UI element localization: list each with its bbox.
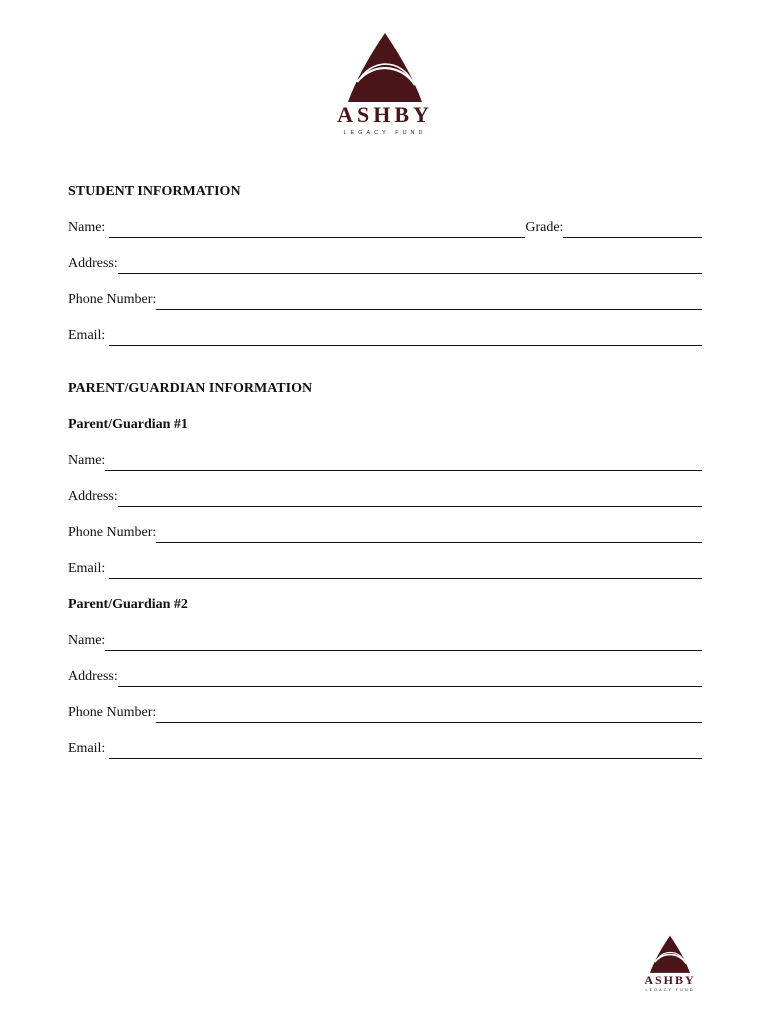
guardian1-name-row xyxy=(68,451,702,471)
student-name-field-ext[interactable] xyxy=(379,223,525,238)
student-phone-label: Phone Number: xyxy=(68,292,157,307)
guardian2-email-row xyxy=(68,739,702,759)
guardian1-title: Parent/Guardian #1 xyxy=(68,417,188,432)
brand-tagline-small: LEGACY FUND xyxy=(645,988,695,992)
ashby-arch-icon-small xyxy=(648,934,692,974)
guardian2-phone-field[interactable] xyxy=(156,708,702,723)
guardian2-address-row xyxy=(68,667,702,687)
student-grade-field[interactable] xyxy=(563,223,702,238)
guardian2-email-label: Email: xyxy=(68,741,106,756)
guardian1-email-field[interactable] xyxy=(109,564,702,579)
application-form xyxy=(68,182,702,759)
parent-section-title: PARENT/GUARDIAN INFORMATION xyxy=(68,381,313,396)
guardian1-name-label: Name: xyxy=(68,453,106,468)
brand-name: ASHBY xyxy=(337,102,433,127)
guardian2-name-field[interactable] xyxy=(105,636,702,651)
guardian2-title: Parent/Guardian #2 xyxy=(68,597,188,612)
guardian1-phone-label: Phone Number: xyxy=(68,525,157,540)
student-email-label: Email: xyxy=(68,328,106,343)
brand-tagline: LEGACY FUND xyxy=(343,130,427,136)
ashby-arch-icon xyxy=(345,30,425,104)
guardian2-phone-label: Phone Number: xyxy=(68,705,157,720)
student-name-label: Name: xyxy=(68,220,106,235)
guardian1-email-row xyxy=(68,559,702,579)
student-address-field[interactable] xyxy=(118,259,702,274)
guardian2-phone-row xyxy=(68,703,702,723)
guardian2-address-label: Address: xyxy=(68,669,118,684)
guardian2-email-field[interactable] xyxy=(109,744,702,759)
student-address-row xyxy=(68,254,702,274)
guardian1-name-field[interactable] xyxy=(105,456,702,471)
guardian1-phone-field[interactable] xyxy=(156,528,702,543)
guardian1-email-label: Email: xyxy=(68,561,106,576)
guardian1-address-field[interactable] xyxy=(118,492,702,507)
guardian2-name-label: Name: xyxy=(68,633,106,648)
brand-name-small: ASHBY xyxy=(644,973,696,987)
student-section-title: STUDENT INFORMATION xyxy=(68,184,241,199)
student-grade-label: Grade: xyxy=(525,220,564,235)
guardian1-phone-row xyxy=(68,523,702,543)
guardian2-address-field[interactable] xyxy=(118,672,702,687)
student-phone-field[interactable] xyxy=(156,295,702,310)
guardian2-name-row xyxy=(68,631,702,651)
student-address-label: Address: xyxy=(68,256,118,271)
guardian1-address-row xyxy=(68,487,702,507)
ashby-logo-small xyxy=(630,934,710,992)
ashby-logo xyxy=(0,30,770,136)
guardian1-address-label: Address: xyxy=(68,489,118,504)
student-name-field[interactable] xyxy=(109,223,379,238)
student-email-field[interactable] xyxy=(109,331,702,346)
student-phone-row xyxy=(68,290,702,310)
student-email-row xyxy=(68,326,702,346)
student-name-grade-row xyxy=(68,218,702,238)
